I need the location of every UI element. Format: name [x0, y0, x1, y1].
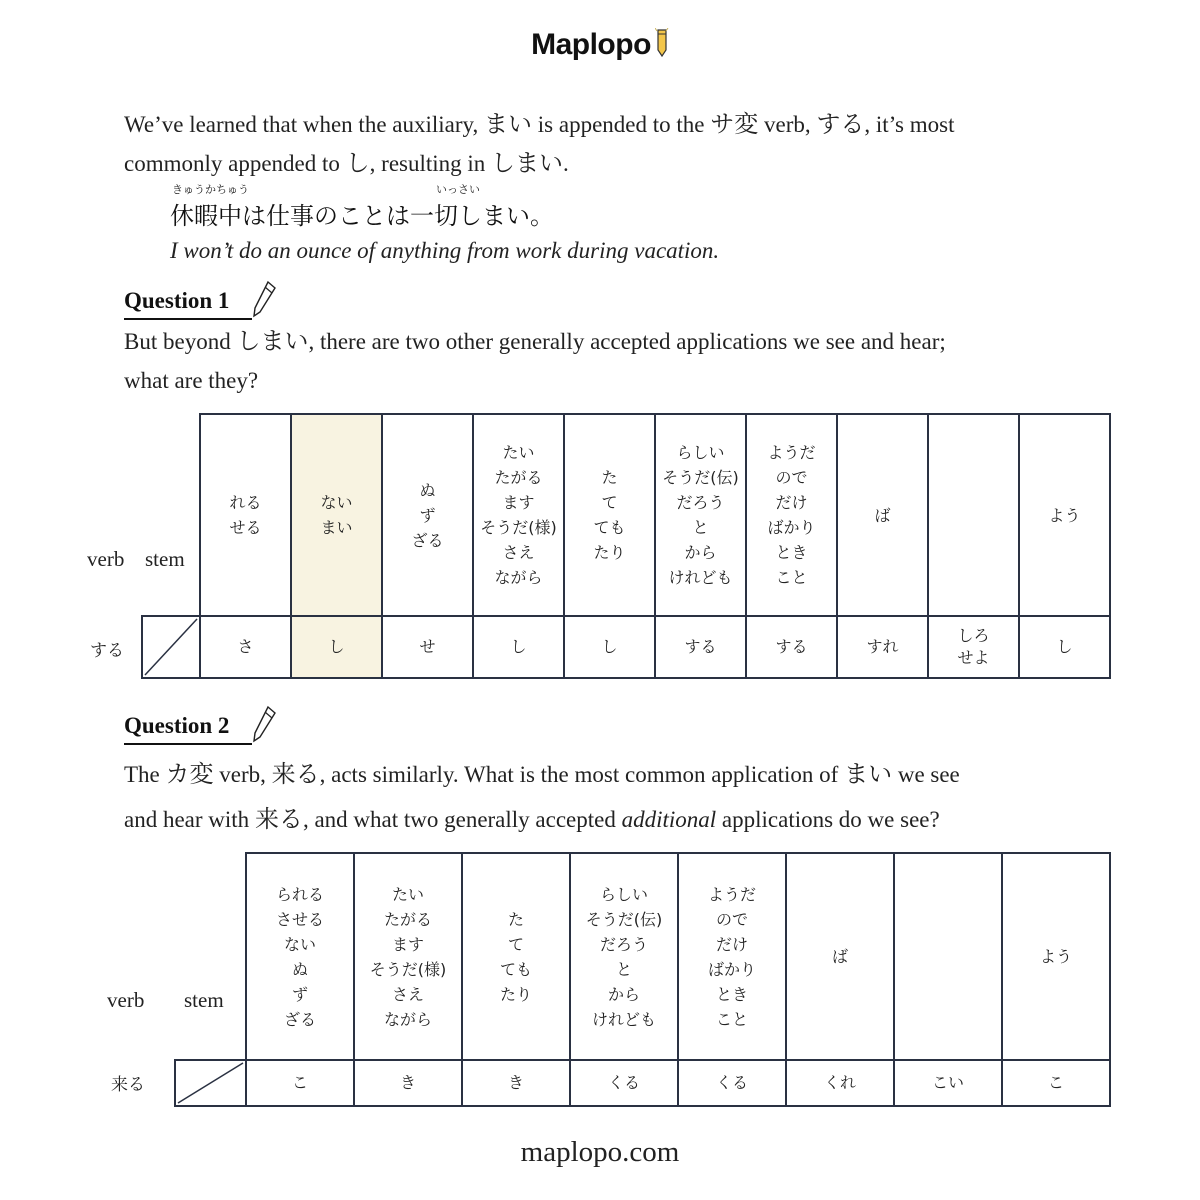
- intro-text: We’ve learned that when the auxiliary,: [124, 112, 485, 137]
- suffix-text: らしい: [599, 884, 648, 904]
- stem-list: [565, 636, 654, 658]
- stem-text: せ: [419, 637, 436, 656]
- intro-shi: し: [345, 149, 370, 177]
- stem-cell: [678, 1060, 786, 1106]
- intro-mai: まい: [484, 110, 533, 138]
- suffix-cell: [894, 853, 1002, 1060]
- table-header-row: [175, 853, 1110, 1060]
- suffix-text: ても: [499, 959, 532, 979]
- stem-text: こ: [291, 1073, 308, 1092]
- stem-cell: [564, 616, 655, 678]
- stem-label: stem: [145, 547, 185, 571]
- question-2-text: [124, 752, 960, 842]
- pencil-icon: [252, 705, 278, 745]
- intro-shimai: しまい: [491, 149, 564, 177]
- suffix-text: とき: [715, 984, 748, 1004]
- question-2-heading: [124, 713, 229, 739]
- stem-cell: [473, 616, 564, 678]
- stem-text: する: [684, 637, 717, 656]
- q2-text: we see: [892, 762, 960, 787]
- stem-text: し: [328, 637, 345, 656]
- table-header-row: [142, 414, 1110, 616]
- suffix-text: ようだ: [767, 443, 816, 462]
- stem-text: くる: [607, 1073, 640, 1092]
- suffix-text: さえ: [502, 543, 535, 562]
- intro-suru: する: [816, 110, 865, 138]
- suffix-list: [292, 490, 381, 540]
- suffix-text: けれども: [591, 1009, 656, 1029]
- diagonal-cell: [175, 1060, 246, 1106]
- suffix-text: ても: [593, 518, 626, 537]
- logo-text: Maplopo: [531, 28, 651, 61]
- stem-text: しろ: [957, 626, 990, 645]
- suffix-cell: [291, 414, 382, 616]
- row-verb-suru: する: [90, 641, 124, 661]
- intro-text: , resulting in: [369, 151, 492, 176]
- row-verb-kuru: 来る: [111, 1075, 145, 1095]
- stem-list: [247, 1072, 353, 1094]
- suffix-list: [1003, 944, 1109, 969]
- suffix-text: ので: [775, 468, 808, 487]
- suffix-text: せる: [229, 518, 262, 537]
- stem-cell: [746, 616, 837, 678]
- furigana-kyuukachuu: きゅうかちゅう: [172, 183, 249, 196]
- stem-list: [747, 636, 836, 658]
- pencil-icon: [655, 28, 669, 58]
- intro-paragraph: [124, 105, 954, 183]
- stem-text: し: [510, 637, 527, 656]
- stem-cell: [200, 616, 291, 678]
- question-2-line-1: [124, 752, 960, 797]
- suffix-list: [463, 907, 569, 1007]
- stem-cell: [462, 1060, 570, 1106]
- stem-cell: [354, 1060, 462, 1106]
- example-japanese: 休暇中は仕事のことは一切しまい。: [170, 202, 554, 230]
- verb-label: verb: [87, 547, 125, 571]
- suffix-text: ばかり: [767, 518, 816, 537]
- q1-shimai: しまい: [236, 327, 309, 355]
- stem-cell: [928, 616, 1019, 678]
- suffix-list: [787, 944, 893, 969]
- stem-list: [1020, 636, 1109, 658]
- brand-logo: [0, 28, 1200, 62]
- table-stem-row: [142, 616, 1110, 678]
- suffix-list: [571, 882, 677, 1032]
- suffix-list: [656, 440, 745, 590]
- suffix-cell: [462, 853, 570, 1060]
- suffix-text: ず: [291, 984, 308, 1004]
- intro-text: .: [563, 151, 569, 176]
- intro-text: is appended to the: [532, 112, 711, 137]
- suffix-cell: [678, 853, 786, 1060]
- suffix-text: たり: [499, 984, 532, 1004]
- suffix-cell: [354, 853, 462, 1060]
- stem-list: [292, 636, 381, 658]
- suffix-text: よう: [1048, 505, 1081, 525]
- suffix-cell: [382, 414, 473, 616]
- q2-kuru: 来る: [271, 760, 320, 788]
- suffix-text: だけ: [715, 934, 748, 954]
- conjugation-table-kuru: [174, 852, 1111, 1107]
- suffix-text: から: [684, 543, 717, 562]
- stem-list: [656, 636, 745, 658]
- q2-kahen: カ変: [165, 760, 214, 788]
- stem-text: する: [775, 637, 808, 656]
- q1-text: But beyond: [124, 329, 237, 354]
- stem-cell: [570, 1060, 678, 1106]
- suffix-text: ば: [831, 947, 848, 966]
- suffix-text: た: [601, 468, 618, 487]
- stem-cell: [291, 616, 382, 678]
- suffix-text: ばかり: [707, 959, 756, 979]
- stem-list: [895, 1072, 1001, 1094]
- suffix-cell: [200, 414, 291, 616]
- stem-list: [787, 1072, 893, 1094]
- intro-line-1: [124, 105, 954, 144]
- intro-sahen: サ変: [710, 110, 759, 138]
- stem-text: き: [399, 1073, 416, 1092]
- question-1-text: [124, 322, 946, 400]
- furigana-issai: いっさい: [436, 183, 480, 196]
- stem-text: こい: [931, 1073, 964, 1092]
- suffix-text: とき: [775, 543, 808, 562]
- suffix-list: [565, 465, 654, 565]
- suffix-text: らしい: [676, 443, 725, 462]
- suffix-cell: [655, 414, 746, 616]
- suffix-text: だろう: [676, 493, 725, 512]
- heading-underline: [124, 743, 252, 745]
- q2-additional: additional: [621, 807, 717, 832]
- suffix-text: ながら: [494, 568, 543, 587]
- stem-list: [383, 636, 472, 658]
- suffix-cell: [786, 853, 894, 1060]
- question-1-title: Question 1: [124, 288, 230, 313]
- stem-text: き: [507, 1073, 524, 1092]
- intro-text: verb,: [758, 112, 817, 137]
- stem-cell: [894, 1060, 1002, 1106]
- q2-text: verb,: [213, 762, 272, 787]
- suffix-text: よう: [1039, 947, 1072, 966]
- suffix-cell: [570, 853, 678, 1060]
- suffix-text: ます: [502, 493, 535, 512]
- question-2-line-2: [124, 797, 960, 842]
- suffix-text: ながら: [383, 1009, 432, 1029]
- q1-text: , there are two other generally accepted applications we see and hear;: [308, 329, 946, 354]
- suffix-text: たがる: [383, 909, 432, 929]
- suffix-list: [747, 440, 836, 590]
- stem-cell: [1002, 1060, 1110, 1106]
- suffix-text: ぬ: [419, 480, 436, 500]
- q2-text: The: [124, 762, 166, 787]
- intro-line-2: [124, 144, 954, 183]
- suffix-cell: [473, 414, 564, 616]
- suffix-list: [355, 882, 461, 1032]
- intro-text: commonly appended to: [124, 151, 346, 176]
- suffix-text: ようだ: [707, 884, 756, 904]
- suffix-text: けれども: [668, 568, 733, 587]
- suffix-text: て: [601, 493, 618, 512]
- suffix-text: こと: [775, 568, 808, 587]
- suffix-text: ば: [874, 505, 891, 525]
- q2-text: applications do we see?: [716, 807, 940, 832]
- suffix-list: [679, 882, 785, 1032]
- suffix-text: たい: [502, 443, 535, 462]
- suffix-text: ない: [320, 493, 353, 512]
- suffix-cell: [1019, 414, 1110, 616]
- suffix-cell: [746, 414, 837, 616]
- question-1-heading: [124, 288, 229, 314]
- question-2-title: Question 2: [124, 713, 230, 738]
- stem-list: [679, 1072, 785, 1094]
- diagonal-cell: [142, 616, 200, 678]
- suffix-text: ので: [715, 909, 748, 929]
- suffix-text: そうだ(伝): [585, 909, 663, 929]
- stem-list: [474, 636, 563, 658]
- suffix-text: そうだ(伝): [662, 468, 739, 487]
- diagonal-line: [143, 617, 199, 677]
- conjugation-table-suru: [141, 413, 1111, 679]
- suffix-cell: [564, 414, 655, 616]
- stem-text: さ: [237, 637, 254, 656]
- suffix-text: ぬ: [291, 959, 308, 979]
- suffix-list: [838, 503, 927, 528]
- suffix-text: ず: [419, 505, 436, 525]
- stem-text: し: [601, 637, 618, 656]
- stem-list: [929, 625, 1018, 669]
- suffix-text: だけ: [775, 493, 808, 512]
- suffix-text: さえ: [391, 984, 424, 1004]
- suffix-cell: [246, 853, 354, 1060]
- suffix-text: て: [507, 934, 524, 954]
- stem-text: くる: [715, 1073, 748, 1092]
- suffix-list: [247, 882, 353, 1032]
- suffix-text: まい: [320, 518, 353, 537]
- stem-list: [838, 636, 927, 658]
- example-english: I won’t do an ounce of anything from work during vacation.: [170, 238, 720, 263]
- suffix-text: そうだ(様): [369, 959, 447, 979]
- diagonal-line: [176, 1061, 245, 1105]
- suffix-text: と: [615, 959, 632, 979]
- suffix-text: と: [692, 518, 709, 537]
- q2-text: , acts similarly. What is the most common application of: [319, 762, 845, 787]
- table-corner-blank: [142, 414, 200, 616]
- suffix-text: させる: [275, 909, 324, 929]
- question-1-line-2: what are they?: [124, 368, 259, 393]
- q2-text: , and what two generally accepted: [302, 807, 622, 832]
- stem-list: [571, 1072, 677, 1094]
- stem-cell: [246, 1060, 354, 1106]
- stem-text: すれ: [866, 637, 899, 656]
- stem-label: stem: [184, 988, 224, 1012]
- stem-text: し: [1056, 637, 1073, 656]
- suffix-text: た: [507, 909, 524, 929]
- suffix-text: たい: [391, 884, 424, 904]
- suffix-text: こと: [715, 1009, 748, 1029]
- stem-cell: [786, 1060, 894, 1106]
- suffix-text: られる: [275, 884, 324, 904]
- suffix-text: だろう: [599, 934, 648, 954]
- suffix-text: れる: [229, 493, 262, 512]
- suffix-list: [383, 478, 472, 553]
- stem-list: [355, 1072, 461, 1094]
- suffix-text: たり: [593, 543, 626, 562]
- suffix-list: [1020, 503, 1109, 528]
- suffix-text: ざる: [283, 1009, 316, 1029]
- suffix-text: ざる: [411, 530, 444, 550]
- intro-text: , it’s most: [864, 112, 955, 137]
- heading-underline: [124, 318, 252, 320]
- footer-url: maplopo.com: [520, 1136, 680, 1168]
- suffix-list: [201, 490, 290, 540]
- table-corner-blank: [175, 853, 246, 1060]
- suffix-cell: [837, 414, 928, 616]
- stem-cell: [837, 616, 928, 678]
- stem-text: くれ: [823, 1073, 856, 1092]
- pencil-icon: [252, 280, 278, 320]
- suffix-text: から: [607, 984, 640, 1004]
- q2-kuru: 来る: [254, 805, 303, 833]
- verb-label: verb: [107, 988, 145, 1012]
- stem-list: [201, 636, 290, 658]
- suffix-text: ない: [283, 934, 316, 954]
- suffix-text: ます: [391, 934, 424, 954]
- stem-list: [1003, 1072, 1109, 1094]
- stem-text: こ: [1047, 1073, 1064, 1092]
- suffix-text: たがる: [494, 468, 543, 487]
- suffix-text: そうだ(様): [480, 518, 557, 537]
- stem-text: せよ: [957, 648, 990, 667]
- stem-cell: [382, 616, 473, 678]
- stem-cell: [655, 616, 746, 678]
- suffix-cell: [928, 414, 1019, 616]
- q2-text: and hear with: [124, 807, 255, 832]
- question-1-line-1: [124, 322, 946, 361]
- stem-cell: [1019, 616, 1110, 678]
- suffix-cell: [1002, 853, 1110, 1060]
- stem-list: [463, 1072, 569, 1094]
- table-stem-row: [175, 1060, 1110, 1106]
- suffix-list: [474, 440, 563, 590]
- q2-mai: まい: [844, 760, 893, 788]
